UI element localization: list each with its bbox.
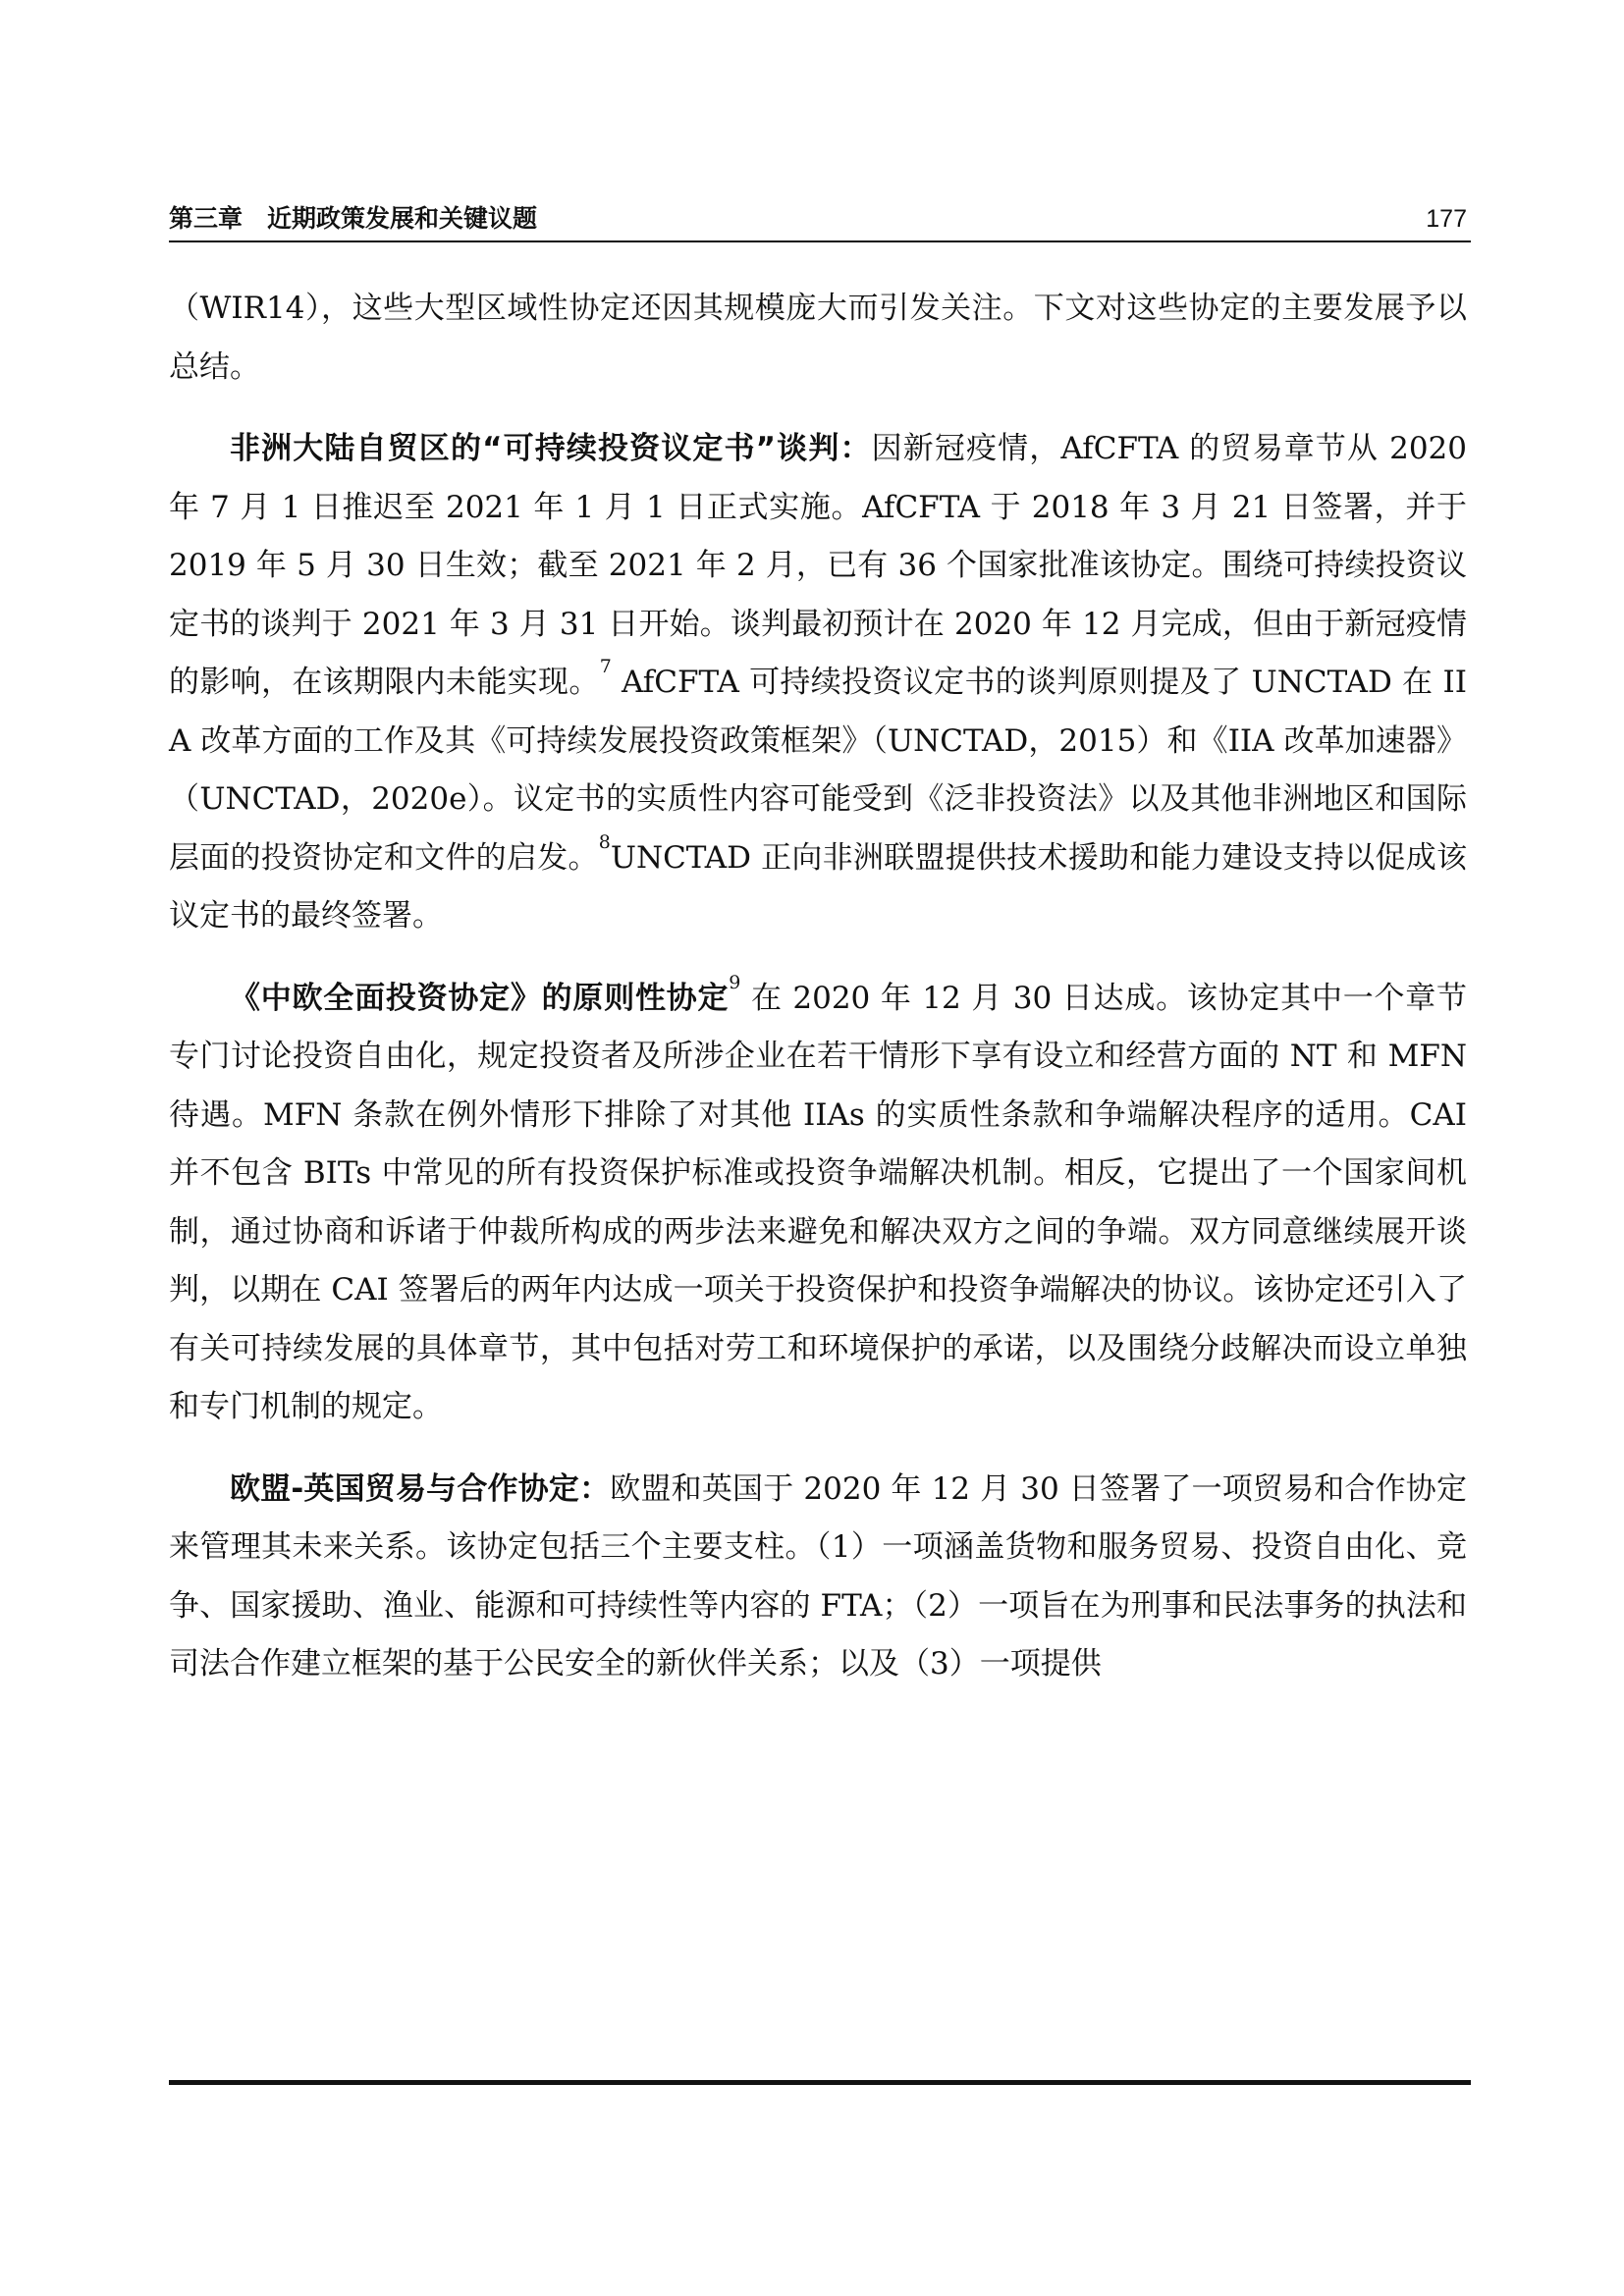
paragraph-heading: 欧盟-英国贸易与合作协定：: [230, 1470, 611, 1507]
paragraph-continuation: [169, 280, 1467, 397]
page-header: [169, 201, 1471, 242]
footnote-marker: 8: [598, 830, 611, 853]
paragraph-text: （WIR14），这些大型区域性协定还因其规模庞大而引发关注。下文对这些协定的主要发展予以总结。: [169, 291, 1467, 385]
paragraph-heading: 《中欧全面投资协定》的原则性协定: [230, 980, 730, 1016]
paragraph-afcfta: [169, 420, 1467, 946]
paragraph-eu-uk: [169, 1461, 1467, 1694]
paragraph-text: AfCFTA 可持续投资议定书的谈判原则提及了 UNCTAD 在 IIA 改革方面的工作及其《可持续发展投资政策框架》（UNCTAD，2015）和《IIA 改革加速器》（UNCTAD，2020e）。议定书的实质性内容可能受到《泛非投资法》以及其他非洲地区和国际层面的投资协定和文件的启发。: [169, 665, 1467, 876]
paragraph-text: 欧盟和英国于 2020 年 12 月 30 日签署了一项贸易和合作协定来管理其未来关系。该协定包括三个主要支柱。（1）一项涵盖货物和服务贸易、投资自由化、竞争、国家援助、渔业、能源和可持续性等内容的 FTA；（2）一项旨在为刑事和民法事务的执法和司法合作建立框架的基于公民安全的新伙伴关系；以及（3）一项提供: [169, 1470, 1467, 1682]
paragraph-text: UNCTAD 正向非洲联盟提供技术援助和能力建设支持以促成该议定书的最终签署。: [169, 839, 1468, 934]
paragraph-cai: [169, 970, 1467, 1437]
footnote-marker: 7: [599, 656, 612, 677]
footnote-marker: 9: [729, 971, 741, 993]
paragraph-text: 在 2020 年 12 月 30 日达成。该协定其中一个章节专门讨论投资自由化，规定投资者及所涉企业在若干情形下享有设立和经营方面的 NT 和 MFN 待遇。MFN 条款在例外情形下排除了对其他 IIAs 的实质性条款和争端解决程序的适用。CAI 并不包含 BITs 中常见的所有投资保护标准或投资争端解决机制。相反，它提出了一个国家间机制，通过协商和诉诸于仲裁所构成的两步法来避免和解决双方之间的争端。双方同意继续展开谈判，以期在 CAI 签署后的两年内达成一项关于投资保护和投资争端解决的协议。该协定还引入了有关可持续发展的具体章节，其中包括对劳工和环境保护的承诺，以及围绕分歧解决而设立单独和专门机制的规定。: [169, 980, 1468, 1424]
paragraph-heading: 非洲大陆自贸区的“可持续投资议定书”谈判：: [230, 431, 872, 466]
paragraph-text: 因新冠疫情，AfCFTA 的贸易章节从 2020 年 7 月 1 日推迟至 2021 年 1 月 1 日正式实施。AfCFTA 于 2018 年 3 月 21 日签署，并于 2019 年 5 月 30 日生效；截至 2021 年 2 月，已有 36 个国家批准该协定。围绕可持续投资议定书的谈判于 2021 年 3 月 31 日开始。谈判最初预计在 2020 年 12 月完成，但由于新冠疫情的影响，在该期限内未能实现。: [169, 431, 1468, 700]
chapter-title: 第三章 近期政策发展和关键议题: [169, 204, 538, 233]
page-number: 177: [1426, 205, 1467, 233]
body-text: [169, 280, 1467, 1718]
footer-rule: [169, 2080, 1471, 2085]
